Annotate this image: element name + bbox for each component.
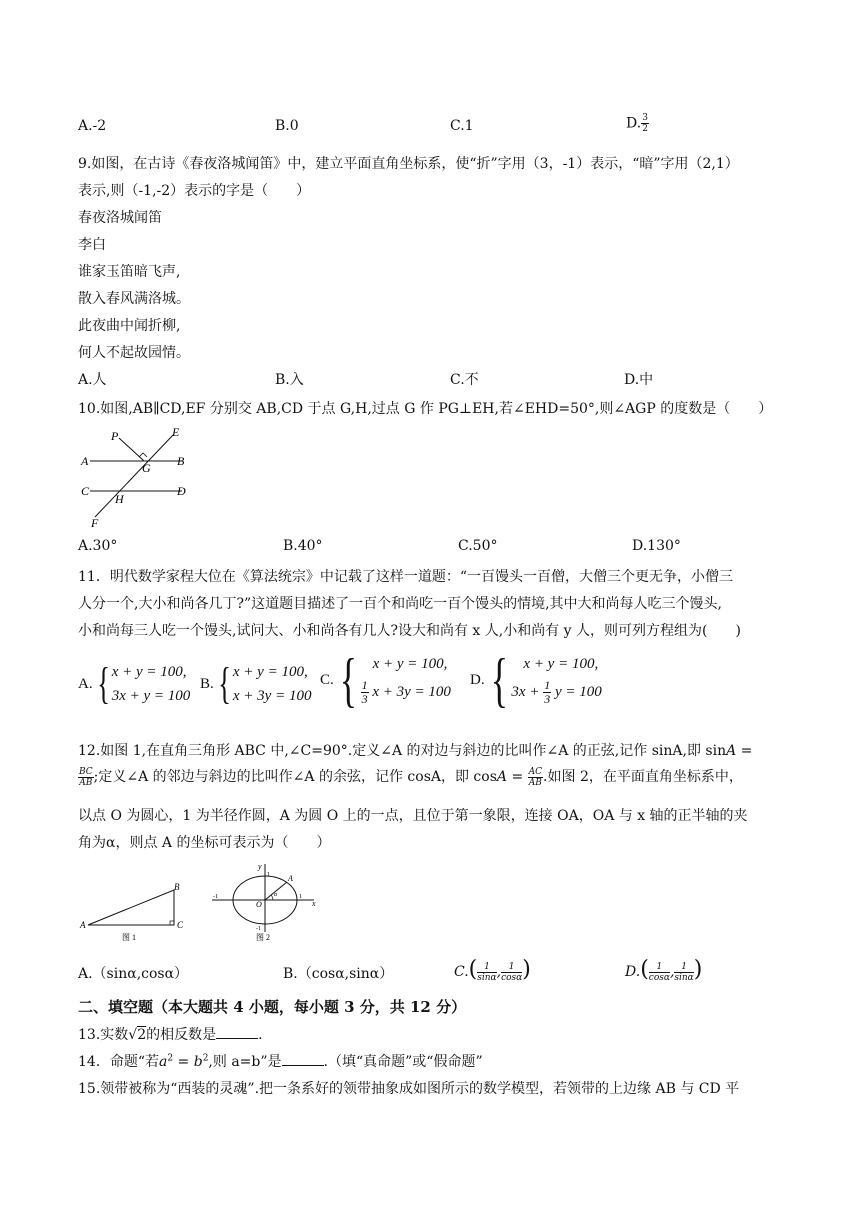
section-title: 二、填空题（本大题共 4 小题，每小题 3 分，共 12 分） <box>78 998 467 1016</box>
fig2-label-alpha: α <box>274 892 278 898</box>
fig2-tick-1-x: 1 <box>299 894 302 900</box>
poem-line-4: 何人不起故园情。 <box>78 345 190 361</box>
q12-option-b: B.（cosα,sinα） <box>283 966 394 982</box>
poem-title: 春夜洛城闻笛 <box>78 210 162 226</box>
fig2-label-x: x <box>312 899 316 908</box>
q12-stem-line4: 角为α，则点 A 的坐标可表示为（ ） <box>78 835 331 851</box>
q10-option-d: D.130° <box>632 538 681 554</box>
q8-option-c: C.1 <box>450 118 474 134</box>
q12-stem-line3: 以点 O 为圆心，1 为半径作圆，A 为圆 O 上的一点，且位于第一象限，连接 OA，OA 与 x 轴的正半轴的夹 <box>78 808 748 824</box>
label-h: H <box>115 492 124 506</box>
q12-figure-1 <box>78 878 188 944</box>
label-b: B <box>177 454 185 468</box>
label-a: A <box>81 454 89 468</box>
poem-author: 李白 <box>78 237 106 253</box>
poem-line-2: 散入春风满洛城。 <box>78 291 190 307</box>
fig2-caption: 图 2 <box>256 933 270 942</box>
label-g: G <box>142 461 151 475</box>
q11-option-d: D. { x + y = 100, 3x + $\frac{1}{3}$ y = 100 <box>470 647 602 713</box>
poem-line-3: 此夜曲中闻折柳, <box>78 318 181 334</box>
fig2-tick-1: 1 <box>267 872 270 878</box>
right-angle-mark <box>139 453 147 457</box>
q12-option-a: A.（sinα,cosα） <box>78 966 189 982</box>
q12-stem-line2: $\frac{BC}{AB}$ ;定义∠A 的邻边与斜边的比叫作∠A 的余弦，记作 cosA，即 cosA = $\frac{AC}{AB}$ .如图 2，在平面直角坐标系中， <box>79 766 743 788</box>
q10-stem: 10.如图,AB∥CD,EF 分别交 AB,CD 于点 G,H,过点 G 作 PG⊥EH,若∠EHD=50°,则∠AGP 的度数是（ ） <box>78 401 773 417</box>
fig1-label-a: A <box>80 920 86 930</box>
fig1-caption: 图 1 <box>122 933 136 942</box>
label-d: D <box>177 484 186 498</box>
q11-option-a: A. { x + y = 100, 3x + y = 100 <box>78 659 191 708</box>
q10-option-a: A.30° <box>78 538 118 554</box>
q15-stem-line1: 15.领带被称为“西装的灵魂”.把一条系好的领带抽象成如图所示的数学模型，若领带的上边缘 AB 与 CD 平 <box>78 1081 740 1097</box>
q12-stem-line1: 12.如图 1,在直角三角形 ABC 中,∠C=90°.定义∠A 的对边与斜边的比叫作∠A 的正弦,记作 sinA,即 sinA = <box>78 743 753 759</box>
q13: 13.实数√2的相反数是 . <box>78 1027 263 1043</box>
fig2-label-y: y <box>258 862 262 871</box>
line-pg <box>119 438 144 461</box>
label-p: P <box>111 429 119 443</box>
q11-stem-line2: 人分一个,大小和尚各几丁?”这道题目描述了一百个和尚吃一百个馒头的情境,其中大和尚每人吃三个馒头, <box>78 596 723 612</box>
fig2-tick-neg1-y: -1 <box>256 926 261 932</box>
label-e: E <box>172 425 180 439</box>
q11-stem-line1: 11．明代数学家程大位在《算法统宗》中记载了这样一道题：“一百馒头一百僧，大僧三个更无争，小僧三 <box>78 569 733 585</box>
q9-option-a: A.人 <box>78 372 107 388</box>
q9-option-d: D.中 <box>624 372 654 388</box>
fig2-label-o: O <box>256 900 262 909</box>
label-f: F <box>91 516 99 530</box>
triangle-abc <box>88 890 174 925</box>
fig2-tick-neg1-x: -1 <box>213 894 218 900</box>
line-ef <box>95 435 173 517</box>
q9-option-b: B.入 <box>275 372 304 388</box>
q8-option-a: A.-2 <box>78 118 107 134</box>
q10-option-c: C.50° <box>458 538 498 554</box>
q9-option-c: C.不 <box>450 372 479 388</box>
fig2-label-a: A <box>288 874 293 883</box>
q11-option-b: B. { x + y = 100, x + 3y = 100 <box>200 659 312 708</box>
q8-option-d: D. $\frac{3}{2}$ <box>626 113 648 134</box>
fig1-label-c: C <box>177 920 184 930</box>
q14: 14．命题“若$a^2 = b^2$,则 a=b”是 .（填“真命题”或“假命题” <box>78 1053 483 1070</box>
q10-figure <box>78 420 198 530</box>
label-c: C <box>81 484 90 498</box>
q9-stem-line1: 9.如图，在古诗《春夜洛城闻笛》中，建立平面直角坐标系，使“折”字用（3，-1）表示，“暗”字用（2,1） <box>78 156 739 172</box>
q10-option-b: B.40° <box>283 538 323 554</box>
q11-option-c: C. { x + y = 100, $\frac{1}{3}$ x + 3y = 100 <box>320 647 451 713</box>
fig1-label-b: B <box>174 882 180 892</box>
q9-stem-line2: 表示,则（-1,-2）表示的字是（ ） <box>78 183 311 199</box>
angle-arc <box>271 895 273 900</box>
q11-stem-line3: 小和尚每三人吃一个馒头,试问大、小和尚各有几人?设大和尚有 x 人,小和尚有 y 人，则可列方程组为( ) <box>78 623 741 639</box>
q12-figure-2 <box>208 862 320 944</box>
q12-option-d: D.( $\frac{1}{\cos\alpha}$ , $\frac{1}{\sin\alpha}$ ) <box>625 957 703 983</box>
right-angle-mark <box>170 921 174 925</box>
poem-line-1: 谁家玉笛暗飞声, <box>78 264 181 280</box>
q12-option-c: C.( $\frac{1}{\sin\alpha}$ , $\frac{1}{\cos\alpha}$ ) <box>454 957 531 983</box>
q8-option-b: B.0 <box>275 118 299 134</box>
